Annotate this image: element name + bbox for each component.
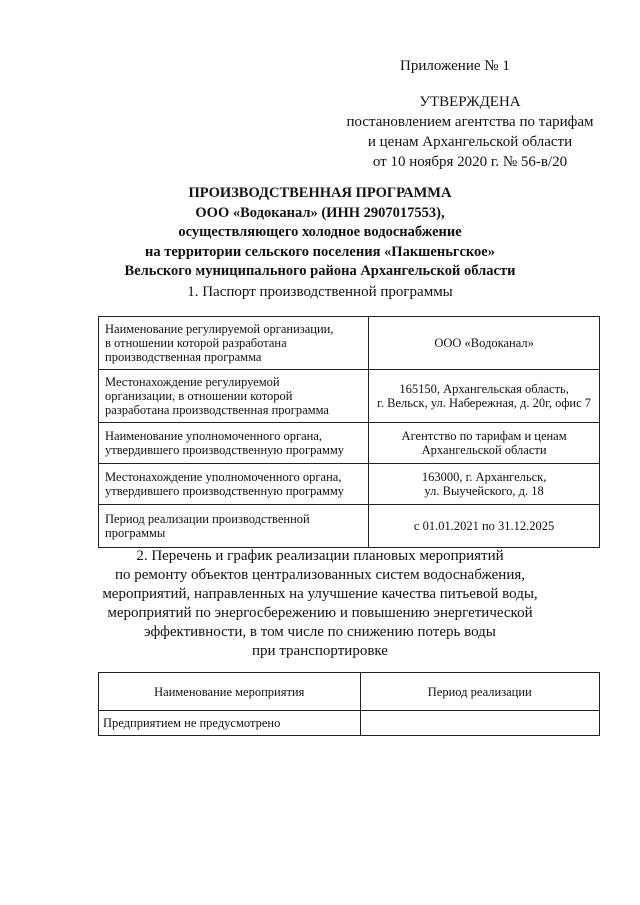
passport-label: Местонахождение уполномоченного органа, утвердившего производственную программу bbox=[99, 464, 369, 505]
title-line: на территории сельского поселения «Пакшеньгское» bbox=[144, 243, 495, 260]
title-line: осуществляющего холодное водоснабжение bbox=[178, 224, 462, 240]
section1-heading: 1. Паспорт производственной программы bbox=[187, 284, 453, 300]
passport-value: Агентство по тарифам и ценам Архангельской области bbox=[369, 423, 600, 464]
section2-heading bbox=[90, 547, 550, 661]
document-title bbox=[90, 184, 550, 282]
column-header-activity: Наименование мероприятия bbox=[99, 673, 361, 711]
passport-value: 163000, г. Архангельск, ул. Выучейского, д. 18 bbox=[369, 464, 600, 505]
table-row bbox=[99, 711, 600, 736]
column-header-period: Период реализации bbox=[360, 673, 599, 711]
section2-heading-line: мероприятий по энергосбережению и повышению энергетической bbox=[107, 605, 533, 621]
table-row bbox=[99, 423, 600, 464]
approved-date-line: от 10 ноября 2020 г. № 56-в/20 bbox=[372, 154, 568, 170]
approved-line: постановлением агентства по тарифам bbox=[346, 114, 594, 130]
section2-heading-line: при транспортировке bbox=[252, 643, 388, 659]
passport-label: Период реализации производственной программы bbox=[99, 505, 369, 548]
section2-heading-line: 2. Перечень и график реализации плановых мероприятий bbox=[136, 548, 504, 564]
approved-heading: УТВЕРЖДЕНА bbox=[419, 94, 521, 110]
section2-heading-line: эффективности, в том числе по снижению потерь воды bbox=[144, 624, 496, 640]
approval-stamp-text bbox=[330, 92, 610, 172]
table-header-row bbox=[99, 673, 600, 711]
section2-heading-line: по ремонту объектов централизованных систем водоснабжения, bbox=[114, 567, 525, 583]
approved-line: и ценам Архангельской области bbox=[367, 134, 573, 150]
passport-value: 165150, Архангельская область, г. Вельск, ул. Набережная, д. 20г, офис 7 bbox=[369, 370, 600, 423]
table-row bbox=[99, 505, 600, 548]
activity-cell: Предприятием не предусмотрено bbox=[99, 711, 361, 736]
period-cell bbox=[360, 711, 599, 736]
title-line: Вельского муниципального района Архангельской области bbox=[124, 263, 516, 279]
activities-table bbox=[98, 672, 600, 736]
section2-heading-line: мероприятий, направленных на улучшение качества питьевой воды, bbox=[102, 586, 538, 602]
title-line: ООО «Водоканал» (ИНН 2907017553), bbox=[195, 204, 445, 221]
passport-label: Наименование уполномоченного органа, утвердившего производственную программу bbox=[99, 423, 369, 464]
table-row bbox=[99, 370, 600, 423]
passport-label: Местонахождение регулируемой организации, в отношении которой разработана производственная программа bbox=[99, 370, 369, 423]
title-line: ПРОИЗВОДСТВЕННАЯ ПРОГРАММА bbox=[188, 185, 452, 201]
table-row bbox=[99, 464, 600, 505]
appendix-number: Приложение № 1 bbox=[400, 58, 510, 74]
passport-value: ООО «Водоканал» bbox=[369, 317, 600, 370]
passport-table bbox=[98, 316, 600, 548]
table-row bbox=[99, 317, 600, 370]
passport-value: с 01.01.2021 по 31.12.2025 bbox=[369, 505, 600, 548]
passport-label: Наименование регулируемой организации, в отношении которой разработана производственная программа bbox=[99, 317, 369, 370]
